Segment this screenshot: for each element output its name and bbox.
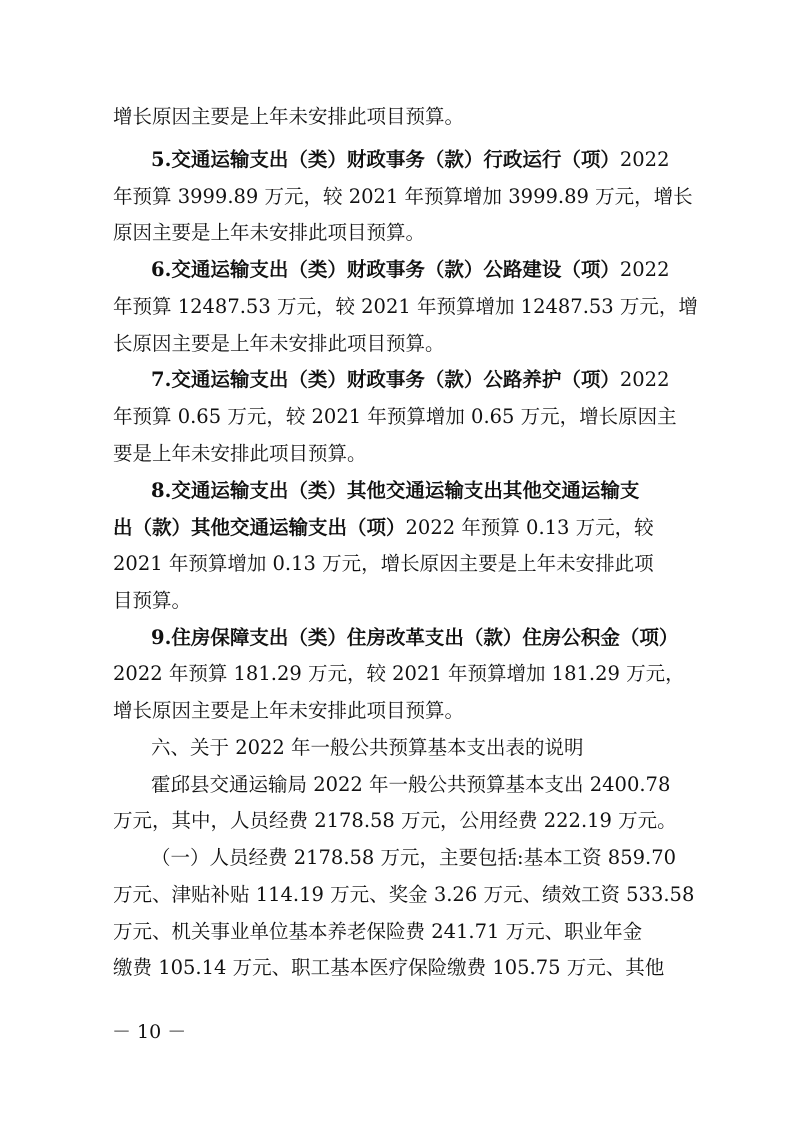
text-line: 2022 年预算 181.29 万元，较 2021 年预算增加 181.29 万元， [113, 662, 685, 685]
text-line: 霍邱县交通运输局 2022 年一般公共预算基本支出 2400.78 [151, 773, 671, 796]
item-heading: 8.交通运输支出（类）其他交通运输支出其他交通运输支 [151, 479, 640, 502]
text-line: 年预算 12487.53 万元，较 2021 年预算增加 12487.53 万元，增 [113, 295, 698, 318]
text-line: 年预算 3999.89 万元，较 2021 年预算增加 3999.89 万元，增长 [113, 185, 693, 208]
section-heading: 六、关于 2022 年一般公共预算基本支出表的说明 [151, 736, 584, 759]
item-heading: 9.住房保障支出（类）住房改革支出（款）住房公积金（项） [151, 626, 679, 649]
item-8-heading-line-2: 出（款）其他交通运输支出（项）2022 年预算 0.13 万元，较 [113, 516, 654, 539]
text-line: 增长原因主要是上年未安排此项目预算。 [113, 699, 465, 722]
item-heading: 7.交通运输支出（类）财政事务（款）公路养护（项） [151, 368, 620, 391]
page-number: － 10 － [112, 1021, 187, 1043]
text-line: 万元、津贴补贴 114.19 万元、奖金 3.26 万元、绩效工资 533.58 [113, 883, 695, 906]
text-line: 增长原因主要是上年未安排此项目预算。 [113, 105, 465, 128]
text-line: 万元，其中，人员经费 2178.58 万元，公用经费 222.19 万元。 [113, 809, 677, 832]
item-6-heading-line: 6.交通运输支出（类）财政事务（款）公路建设（项）2022 [151, 258, 670, 281]
item-heading: 5.交通运输支出（类）财政事务（款）行政运行（项） [151, 148, 620, 171]
text-line: 万元、机关事业单位基本养老保险费 241.71 万元、职业年金 [113, 920, 643, 943]
text-line: 缴费 105.14 万元、职工基本医疗保险缴费 105.75 万元、其他 [113, 956, 665, 979]
text-line: 长原因主要是上年未安排此项目预算。 [113, 332, 445, 355]
text-line: 年预算 0.65 万元，较 2021 年预算增加 0.65 万元，增长原因主 [113, 405, 677, 428]
item-heading: 6.交通运输支出（类）财政事务（款）公路建设（项） [151, 258, 620, 281]
text-line: （一）人员经费 2178.58 万元，主要包括:基本工资 859.70 [151, 846, 677, 869]
text-line: 原因主要是上年未安排此项目预算。 [113, 221, 426, 244]
text-line: 2021 年预算增加 0.13 万元，增长原因主要是上年未安排此项 [113, 552, 654, 575]
text-line: 要是上年未安排此项目预算。 [113, 442, 367, 465]
item-9-heading-line [151, 624, 678, 652]
item-5-heading-line: 5.交通运输支出（类）财政事务（款）行政运行（项）2022 [151, 148, 670, 171]
item-8-heading-line [151, 477, 639, 505]
item-7-heading-line: 7.交通运输支出（类）财政事务（款）公路养护（项）2022 [151, 368, 670, 391]
text-line: 目预算。 [113, 589, 192, 612]
item-heading: 出（款）其他交通运输支出（项） [113, 516, 406, 539]
